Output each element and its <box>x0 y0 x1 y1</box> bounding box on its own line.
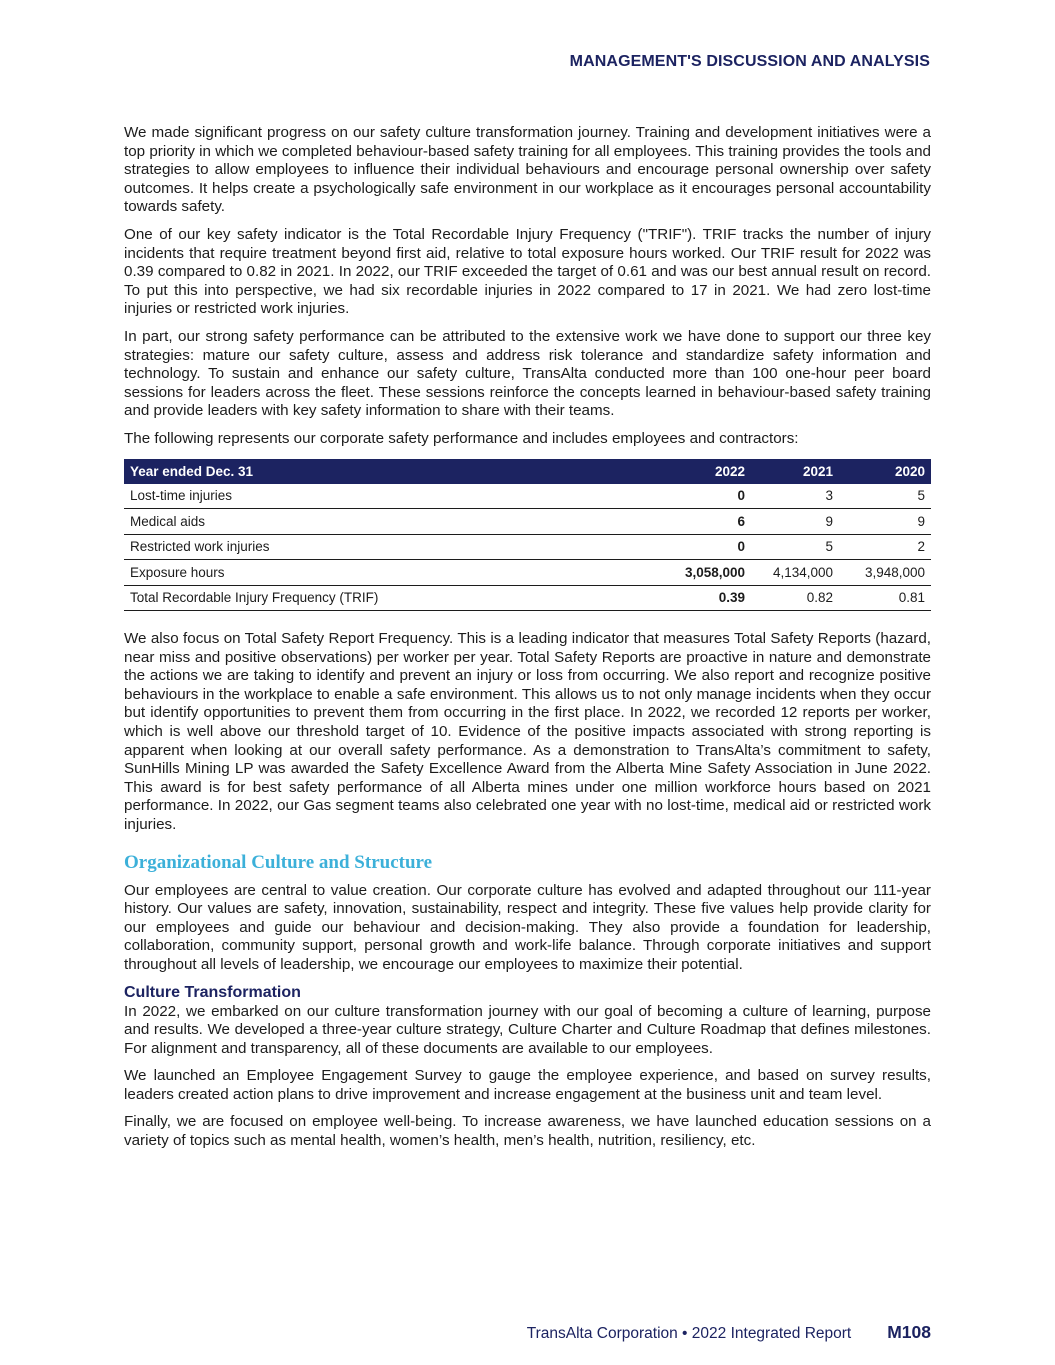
table-cell: Restricted work injuries <box>124 534 659 560</box>
culture-paragraph-2: We launched an Employee Engagement Survey to gauge the employee experience, and based on survey results, leaders created action plans to drive improvement and increase engagement at the business unit and team level. <box>124 1067 931 1103</box>
table-cell: 4,134,000 <box>751 560 839 586</box>
table-cell: Total Recordable Injury Frequency (TRIF) <box>124 585 659 611</box>
table-cell: 3 <box>751 484 839 509</box>
page-footer <box>527 1322 931 1343</box>
table-header-cell: 2020 <box>839 459 931 484</box>
table-cell: 6 <box>659 509 751 535</box>
culture-paragraph-1: In 2022, we embarked on our culture transformation journey with our goal of becoming a culture of learning, purpose and results. We developed a three-year culture strategy, Culture Charter and Culture Roadmap that defines milestones. For alignment and transparency, all of these documents are available to our employees. <box>124 1002 931 1057</box>
table-row <box>124 560 931 586</box>
table-cell: 9 <box>839 509 931 535</box>
table-cell: 5 <box>839 484 931 509</box>
table-cell: 3,058,000 <box>659 560 751 586</box>
table-cell: 2 <box>839 534 931 560</box>
table-row <box>124 534 931 560</box>
intro-paragraph-2: One of our key safety indicator is the Total Recordable Injury Frequency ("TRIF"). TRIF tracks the number of injury incidents that require treatment beyond first aid, relative to total exposure hours worked. Our TRIF result for 2022 was 0.39 compared to 0.82 in 2021. In 2022, our TRIF exceeded the target of 0.61 and was our best annual result on record. To put this into perspective, we had six recordable injuries in 2022 compared to 17 in 2021. We had zero lost-time injuries or restricted work injuries. <box>124 225 931 318</box>
table-header-cell: Year ended Dec. 31 <box>124 459 659 484</box>
page-content <box>124 124 931 1160</box>
table-cell: 0.82 <box>751 585 839 611</box>
footer-report-title: TransAlta Corporation • 2022 Integrated Report <box>526 1325 852 1342</box>
table-cell: 0 <box>659 484 751 509</box>
table-cell: 9 <box>751 509 839 535</box>
page-header-title: MANAGEMENT'S DISCUSSION AND ANALYSIS <box>569 53 930 70</box>
table-row <box>124 509 931 535</box>
safety-performance-table <box>124 459 931 612</box>
table-row <box>124 585 931 611</box>
table-header-cell: 2022 <box>659 459 751 484</box>
table-cell: 0.81 <box>839 585 931 611</box>
table-row <box>124 484 931 509</box>
table-header-cell: 2021 <box>751 459 839 484</box>
table-cell: Lost-time injuries <box>124 484 659 509</box>
table-cell: 5 <box>751 534 839 560</box>
table-cell: Exposure hours <box>124 560 659 586</box>
table-intro-paragraph: The following represents our corporate safety performance and includes employees and contractors: <box>124 429 799 447</box>
table-cell: Medical aids <box>124 509 659 535</box>
page-number: M108 <box>887 1322 931 1342</box>
org-culture-paragraph: Our employees are central to value creation. Our corporate culture has evolved and adapted throughout our 111-year history. Our values are safety, innovation, sustainability, respect and integrity. These five values help provide clarity for our employees and guide our behaviour and decision-making. They also provide a foundation for leadership, collaboration, community support, personal growth and work-life balance. Through corporate initiatives and support throughout all levels of leadership, we encourage our employees to maximize their potential. <box>124 881 931 973</box>
culture-paragraph-3: Finally, we are focused on employee well-being. To increase awareness, we have launched education sessions on a variety of topics such as mental health, women’s health, men’s health, nutrition, resiliency, etc. <box>124 1113 931 1150</box>
table-cell: 3,948,000 <box>839 560 931 586</box>
section-heading: Organizational Culture and Structure <box>124 851 433 873</box>
intro-paragraph-1: We made significant progress on our safety culture transformation journey. Training and development initiatives were a top priority in which we completed behaviour-based safety training for all employees. This training provides the tools and strategies to allow employees to influence their individual behaviours and encourage personal ownership over safety outcomes. It helps create a psychologically safe environment in our workplace as it encourages personal accountability towards safety. <box>124 124 931 216</box>
safety-report-paragraph: We also focus on Total Safety Report Frequency. This is a leading indicator that measures Total Safety Reports (hazard, near miss and positive observations) per worker per year. Total Safety Reports are proactive in nature and demonstrate the actions we are taking to identify and prevent an injury or loss from occurring. We also report and recognize positive behaviours in the workplace to enable a safe environment. This allows us to not only manage incidents when they occur but identify opportunities to prevent them from occurring in the first place. In 2022, we recorded 12 reports per worker, which is well above our threshold target of 10. Evidence of the positive impacts associated with strong reporting is apparent when looking at our overall safety performance. As a demonstration to TransAlta’s commitment to safety, SunHills Mining LP was awarded the Safety Excellence Award from the Alberta Mine Safety Association in June 2022. This award is for best safety performance of all Alberta mines under one million workforce hours based on 2021 performance. In 2022, our Gas segment teams also celebrated one year with no lost-time, medical aid or restricted work injuries. <box>124 630 931 833</box>
table-cell: 0 <box>659 534 751 560</box>
table-cell: 0.39 <box>659 585 751 611</box>
sub-heading: Culture Transformation <box>124 983 301 1001</box>
table-header-row <box>124 459 931 484</box>
intro-paragraph-3: In part, our strong safety performance can be attributed to the extensive work we have done to support our three key strategies: mature our safety culture, assess and address risk tolerance and standardize safety information and technology. To sustain and enhance our safety culture, TransAlta conducted more than 100 one-hour peer board sessions for leaders across the fleet. These sessions reinforce the concepts learned in behaviour-based safety training and provide leaders with key safety information to share with their teams. <box>124 327 931 420</box>
